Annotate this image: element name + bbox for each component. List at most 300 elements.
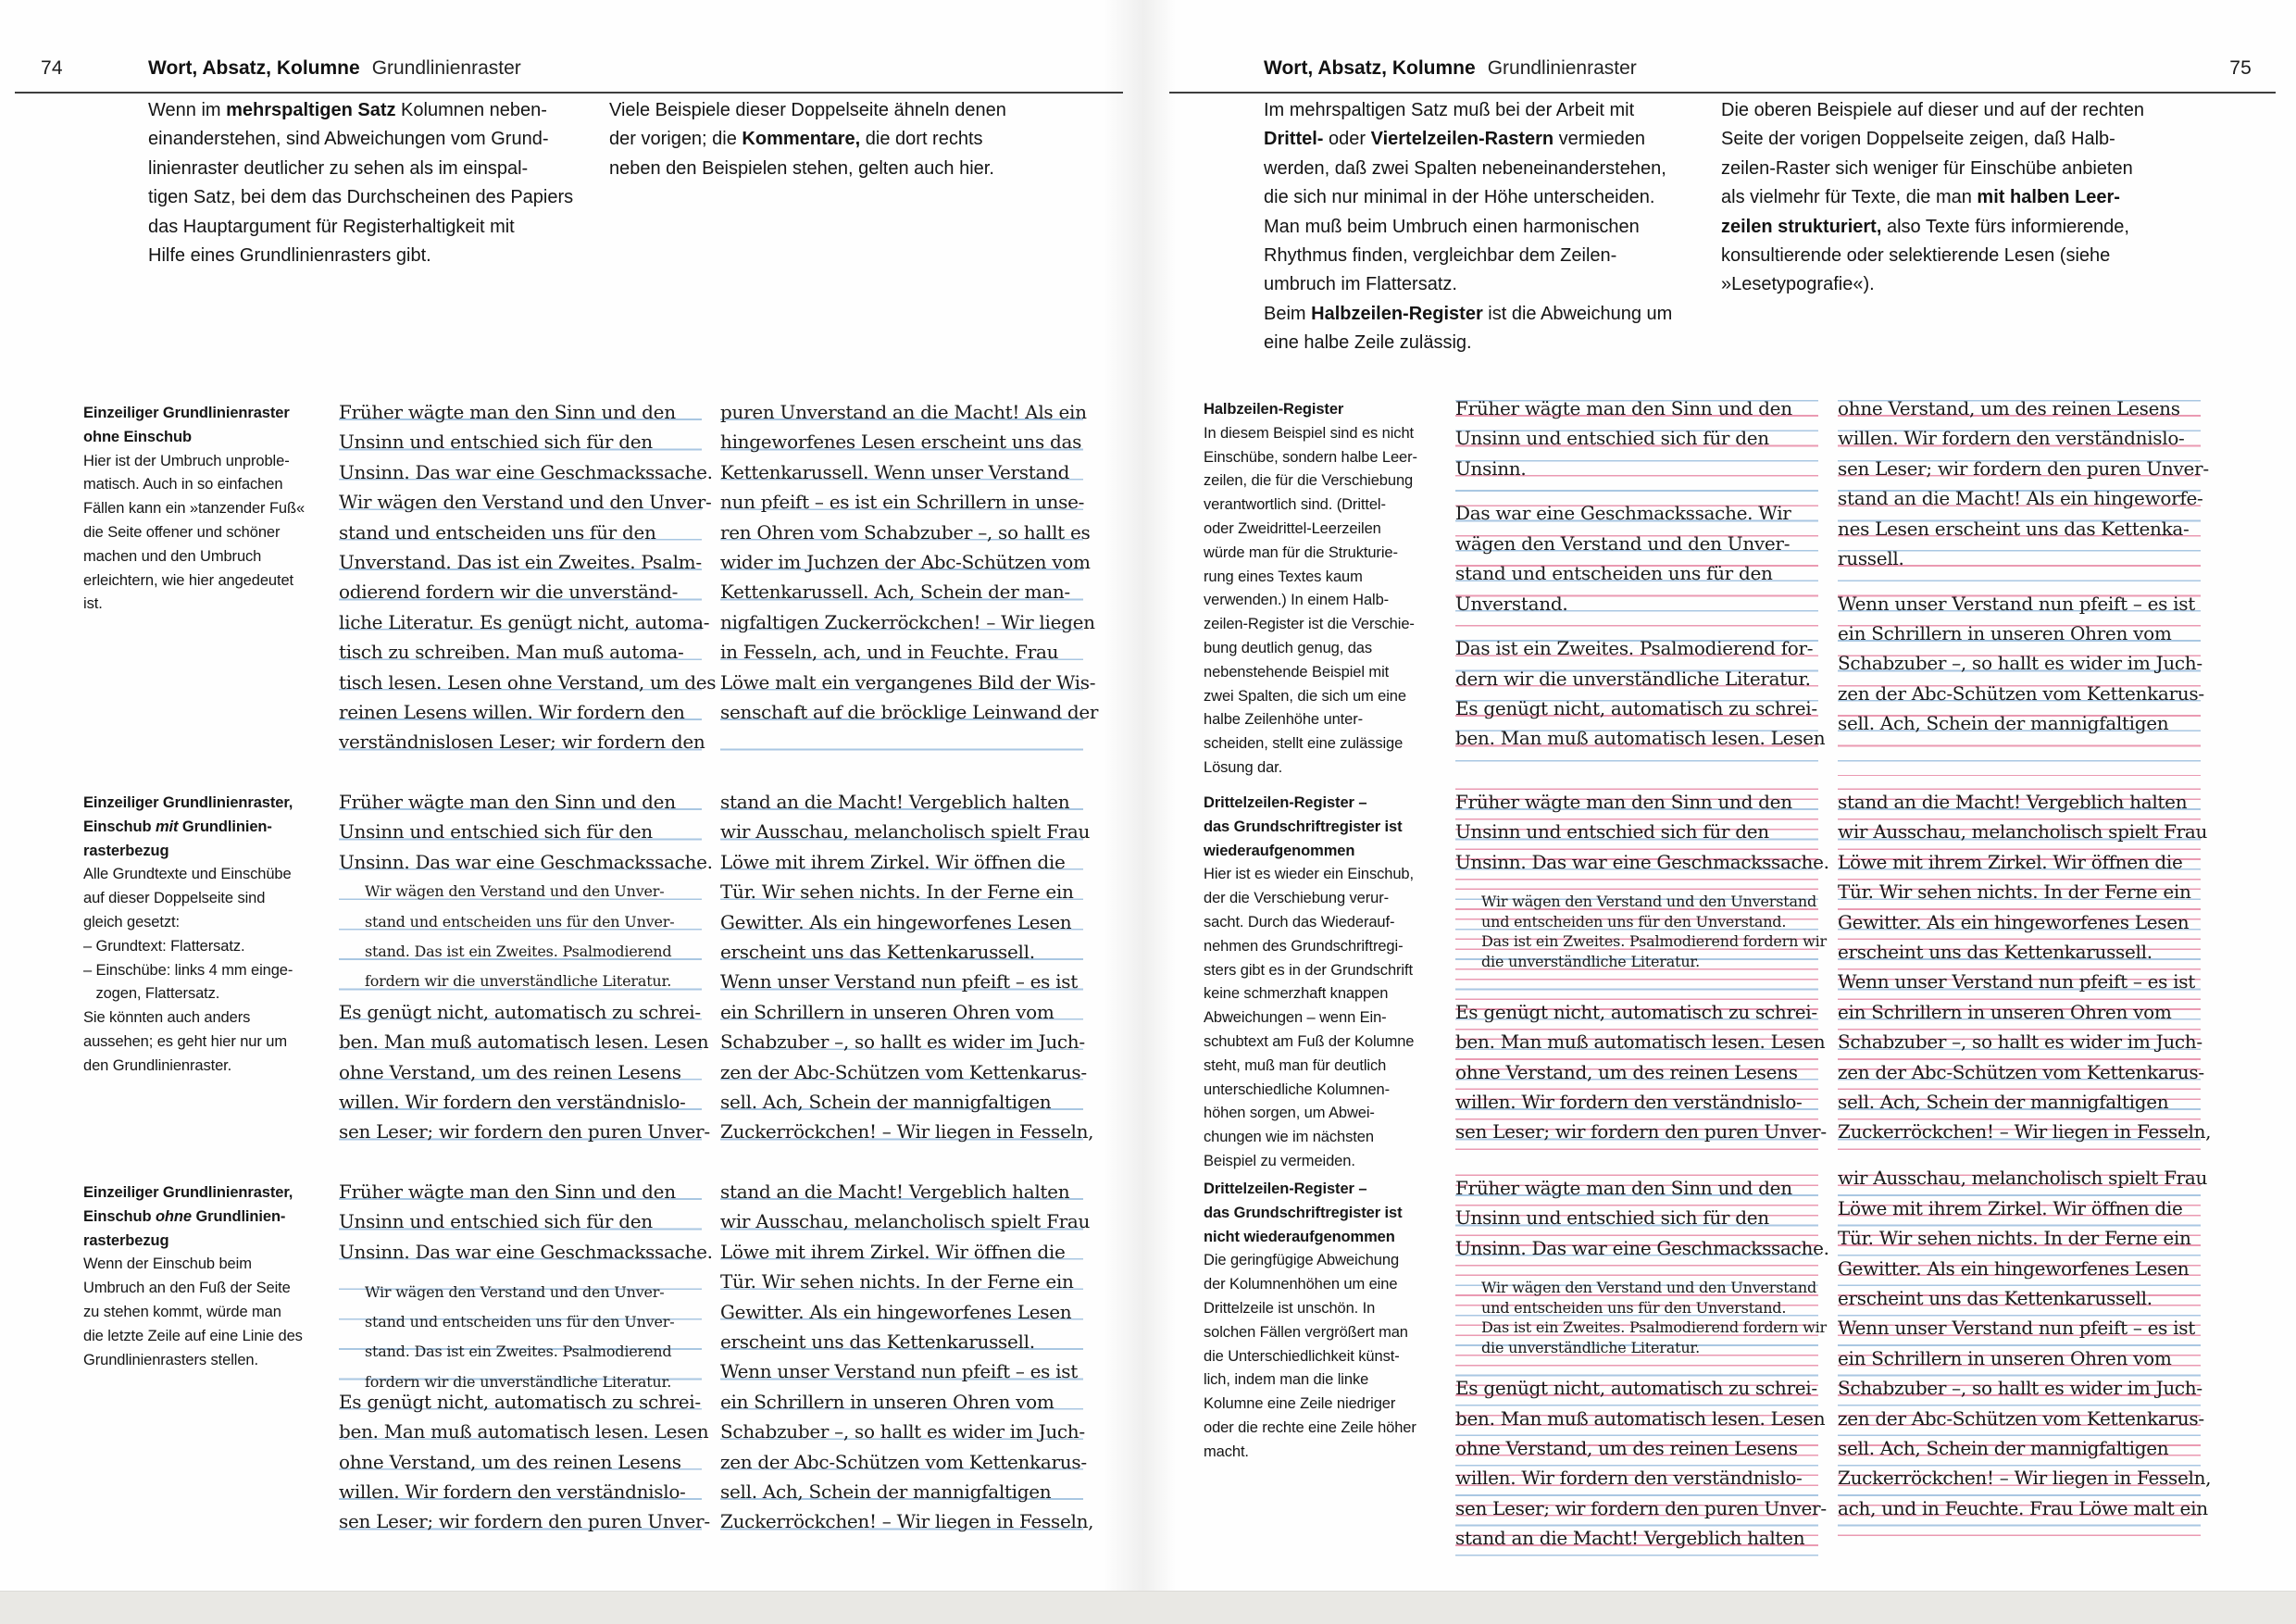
note-body-line: auf dieser Doppelseite sind	[83, 890, 266, 907]
note-body-line: Fällen kann ein »tanzender Fuß«	[83, 500, 306, 518]
note-body-line: ist.	[83, 595, 103, 613]
text-segment: das Grundschriftregister ist	[1204, 1204, 1403, 1221]
text-segment: rasterbezug	[83, 842, 169, 859]
running-header-right	[1264, 57, 1637, 80]
text-line: Zuckerröckchen! – Wir liegen in Fesseln,	[720, 1120, 1094, 1143]
intro-line	[609, 125, 1006, 154]
text-line: Löwe mit ihrem Zirkel. Wir öffnen die	[720, 1240, 1066, 1263]
text-segment: umbruch im Flattersatz.	[1264, 274, 1457, 295]
text-segment: Im mehrspaltigen Satz muß bei der Arbeit mit	[1264, 100, 1635, 120]
text-line: ein Schrillern in unseren Ohren vom	[1838, 1346, 2172, 1369]
text-segment: Drittelzeilen-Register –	[1204, 794, 1367, 811]
intro-line	[609, 96, 1006, 125]
header-rule-left	[15, 92, 1123, 94]
example-column-1	[339, 397, 717, 765]
text-line: Das ist ein Zweites. Psalmodierend fordern wir	[1481, 932, 1827, 951]
text-segment: also Texte fürs informierende,	[1881, 216, 2129, 237]
text-line: ein Schrillern in unseren Ohren vom	[720, 1390, 1054, 1413]
example-column-1	[1455, 1173, 1829, 1558]
note-body-line: Hier ist es wieder ein Einschub,	[1204, 866, 1414, 883]
text-line: stand. Das ist ein Zweites. Psalmodierend	[365, 943, 672, 960]
text-segment: mehrspaltigen Satz	[226, 100, 396, 120]
note-body-line: unterschiedliche Kolumnen-	[1204, 1081, 1391, 1098]
text-line: ren Ohren vom Schabzuber –, so hallt es	[720, 520, 1091, 543]
note-body-line: nehmen des Grundschriftregi-	[1204, 937, 1404, 955]
text-line: Gewitter. Als ein hingeworfenes Lesen	[720, 1300, 1072, 1323]
intro-line	[1264, 329, 1672, 357]
intro-line	[1264, 242, 1672, 270]
text-line: Unsinn und entschied sich für den	[339, 1210, 653, 1233]
text-segment: Einzeiliger Grundlinienraster	[83, 405, 290, 421]
note-body-line: gleich gesetzt:	[83, 913, 180, 931]
intro-line	[1264, 213, 1672, 242]
text-line: sell. Ach, Schein der mannigfaltigen	[720, 1091, 1052, 1113]
text-segment: Einzeiliger Grundlinienraster,	[83, 1184, 293, 1201]
intro-line	[1264, 300, 1672, 329]
note-heading-line	[83, 1230, 326, 1254]
text-line: Wenn unser Verstand nun pfeift – es ist	[720, 1360, 1078, 1383]
text-line: senschaft auf die bröcklige Leinwand der	[720, 701, 1099, 723]
text-line: willen. Wir fordern den verständnislo-	[1455, 1467, 1803, 1490]
text-line: Unsinn. Das war eine Geschmackssache.	[339, 1240, 713, 1263]
intro-line	[1264, 183, 1672, 212]
text-segment: linienraster deutlicher zu sehen als im einspal-	[148, 157, 529, 179]
note-heading-line	[83, 426, 326, 450]
intro-line	[1721, 96, 2144, 125]
note-body-line: zeilen-Register ist die Verschie-	[1204, 616, 1415, 633]
text-segment: rasterbezug	[83, 1231, 169, 1249]
text-line: Wenn unser Verstand nun pfeift – es ist	[1838, 970, 2195, 993]
text-line: reinen Lesens willen. Wir fordern den	[339, 701, 685, 723]
note-body-line: matisch. Auch in so einfachen	[83, 476, 283, 493]
text-line: Unsinn und entschied sich für den	[339, 820, 653, 843]
text-line: Zuckerröckchen! – Wir liegen in Fesseln,	[1838, 1120, 2212, 1143]
note-body-line: halbe Zeilenhöhe unter-	[1204, 711, 1363, 729]
note-body-line: zwei Spalten, die sich um eine	[1204, 687, 1406, 705]
note-body-line: sters gibt es in der Grundschrift	[1204, 961, 1413, 979]
text-line: wir Ausschau, melancholisch spielt Frau	[720, 820, 1091, 843]
text-line: stand und entscheiden uns für den	[1455, 562, 1773, 585]
text-line: odierend fordern wir die unverständ-	[339, 581, 679, 604]
text-segment: Viertelzeilen-Rastern	[1370, 129, 1554, 150]
intro-line	[609, 155, 1006, 183]
text-line: fordern wir die unverständliche Literatur.	[365, 972, 672, 991]
note-body-line: die letzte Zeile auf eine Linie des	[83, 1327, 303, 1344]
text-line: Unsinn. Das war eine Geschmackssache.	[1455, 1236, 1829, 1259]
example-column-1	[339, 1177, 713, 1543]
note-body-line: aussehen; es geht hier nur um	[83, 1032, 287, 1050]
text-line: Tür. Wir sehen nichts. In der Ferne ein	[1838, 1227, 2191, 1250]
text-segment: Einzeiliger Grundlinienraster,	[83, 794, 293, 811]
text-line: Schabzuber –, so hallt es wider im Juch-	[1838, 652, 2202, 675]
example-column-1	[339, 787, 713, 1153]
text-segment: Hilfe eines Grundlinienrasters gibt.	[148, 245, 431, 267]
page-number-right: 75	[2229, 57, 2252, 79]
note-heading-line	[1204, 840, 1442, 864]
note-body-line: bung deutlich genug, das	[1204, 639, 1373, 656]
text-line: Es genügt nicht, automatisch zu schrei-	[1455, 697, 1817, 719]
text-line: ben. Man muß automatisch lesen. Lesen	[1455, 1406, 1826, 1430]
text-line: und entscheiden uns für den Unverstand.	[1481, 912, 1787, 931]
intro-line	[1721, 242, 2144, 270]
header-rule-right	[1169, 92, 2276, 94]
example-column-2	[1838, 787, 2212, 1153]
text-line: zen der Abc-Schützen vom Kettenkarus-	[720, 1450, 1087, 1473]
text-line: Früher wägte man den Sinn und den	[339, 791, 676, 813]
note-heading-line	[83, 816, 326, 840]
text-line: puren Unverstand an die Macht! Als ein	[720, 401, 1087, 423]
note-body-line: Drittelzeile ist unschön. In	[1204, 1299, 1376, 1317]
text-line: erscheint uns das Kettenkarussell.	[1838, 941, 2152, 963]
text-line: sell. Ach, Schein der mannigfaltigen	[1838, 712, 2169, 735]
text-line: ben. Man muß automatisch lesen. Lesen	[1455, 1031, 1826, 1054]
text-line: Wenn unser Verstand nun pfeift – es ist	[1838, 592, 2195, 615]
text-line: verständnislosen Leser; wir fordern den	[339, 731, 705, 754]
text-line: die unverständliche Literatur.	[1481, 952, 1701, 970]
intro-line	[1721, 213, 2144, 242]
text-segment: ohne Einschub	[83, 428, 192, 445]
margin-note	[1204, 398, 1442, 781]
note-body-line: die Seite offener und schöner	[83, 523, 281, 541]
note-body-line: oder die rechte eine Zeile höher	[1204, 1418, 1416, 1436]
text-line: und entscheiden uns für den Unverstand.	[1481, 1298, 1787, 1317]
intro-line	[148, 96, 573, 125]
text-line: die unverständliche Literatur.	[1481, 1338, 1701, 1356]
note-body-line: sacht. Durch das Wiederauf-	[1204, 913, 1395, 931]
note-body-line: – Einschübe: links 4 mm einge-	[83, 961, 293, 979]
intro-line	[148, 242, 573, 270]
text-line: Löwe mit ihrem Zirkel. Wir öffnen die	[1838, 850, 2183, 873]
running-header-section: Wort, Absatz, Kolumne	[148, 57, 360, 79]
text-line: Kettenkarussell. Wenn unser Verstand	[720, 460, 1070, 483]
text-line: Wir wägen den Verstand und den Unver-	[365, 1282, 665, 1301]
text-line: Schabzuber –, so hallt es wider im Juch-	[1838, 1377, 2202, 1400]
text-line: Schabzuber –, so hallt es wider im Juch-	[720, 1031, 1085, 1054]
intro-paragraph	[1264, 96, 1672, 358]
text-line: sell. Ach, Schein der mannigfaltigen	[1838, 1091, 2169, 1113]
text-line: Das ist ein Zweites. Psalmodierend fordern wir	[1481, 1318, 1827, 1337]
text-line: sen Leser; wir fordern den puren Unver-	[339, 1120, 710, 1143]
example-column-1	[1455, 394, 1826, 763]
text-line: ohne Verstand, um des reinen Lesens	[1838, 397, 2180, 419]
note-body-line: höhen sorgen, um Abwei-	[1204, 1105, 1375, 1122]
note-body-line: zeilen, die für die Verschiebung	[1204, 472, 1414, 490]
text-line: Das war eine Geschmackssache. Wir	[1455, 502, 1791, 525]
note-body-line: Wenn der Einschub beim	[83, 1255, 252, 1273]
note-body-line: Beispiel zu vermeiden.	[1204, 1152, 1355, 1169]
note-heading-line	[83, 840, 326, 864]
text-line: sell. Ach, Schein der mannigfaltigen	[1838, 1436, 2169, 1459]
example-column-2	[1838, 1167, 2212, 1539]
text-line: Unsinn. Das war eine Geschmackssache.	[1455, 850, 1829, 873]
text-line: Es genügt nicht, automatisch zu schrei-	[1455, 1000, 1817, 1023]
note-body-line: nebenstehende Beispiel mit	[1204, 663, 1390, 681]
text-segment: Kommentare,	[742, 129, 861, 150]
text-line: wir Ausschau, melancholisch spielt Frau	[1838, 1167, 2208, 1190]
example-column-1	[1455, 787, 1829, 1153]
example-column-2	[720, 397, 1099, 765]
text-line: Wir wägen den Verstand und den Unver-	[339, 491, 712, 514]
intro-line	[148, 155, 573, 183]
text-segment: oder	[1323, 129, 1371, 150]
text-line: stand an die Macht! Vergeblich halten	[720, 791, 1070, 813]
text-line: nigfaltigen Zuckerröckchen! – Wir liegen	[720, 610, 1095, 633]
intro-line	[1721, 155, 2144, 183]
text-segment: Beim	[1264, 303, 1312, 324]
text-line: ben. Man muß automatisch lesen. Lesen	[1455, 727, 1826, 750]
text-segment: mit	[155, 818, 179, 835]
text-line: Unverstand. Das ist ein Zweites. Psalm-	[339, 551, 702, 573]
text-segment: mit halben Leer-	[1977, 187, 2120, 208]
text-line: Wenn unser Verstand nun pfeift – es ist	[720, 970, 1078, 993]
note-body-line: Hier ist der Umbruch unproble-	[83, 452, 290, 469]
text-line: Unverstand.	[1455, 592, 1568, 615]
text-line: Unsinn. Das war eine Geschmackssache.	[339, 850, 713, 873]
text-line: erscheint uns das Kettenkarussell.	[720, 941, 1035, 963]
text-segment: neben den Beispielen stehen, gelten auch hier.	[609, 157, 994, 179]
text-line: zen der Abc-Schützen vom Kettenkarus-	[1838, 1406, 2204, 1430]
text-line: ohne Verstand, um des reinen Lesens	[1455, 1436, 1798, 1459]
text-line: Tür. Wir sehen nichts. In der Ferne ein	[720, 1270, 1074, 1293]
text-segment: ohne	[155, 1207, 192, 1225]
note-heading-line	[83, 1181, 326, 1206]
text-line: zen der Abc-Schützen vom Kettenkarus-	[1838, 1060, 2204, 1083]
note-heading-line	[1204, 1178, 1442, 1202]
text-segment: Rhythmus finden, vergleichbar dem Zeilen-	[1264, 245, 1617, 267]
note-body-line: Kolumne eine Zeile niedriger	[1204, 1395, 1396, 1413]
text-line: willen. Wir fordern den verständnislo-	[1455, 1091, 1803, 1113]
intro-line	[1264, 270, 1672, 299]
text-line: Kettenkarussell. Ach, Schein der man-	[720, 581, 1070, 604]
note-body-line: würde man für die Strukturie-	[1204, 543, 1398, 561]
text-line: sen Leser; wir fordern den puren Unver-	[1455, 1120, 1827, 1143]
note-body-line: zu stehen kommt, würde man	[83, 1303, 281, 1320]
intro-paragraph	[609, 96, 1006, 183]
note-heading-line	[1204, 1202, 1442, 1226]
text-segment: eine halbe Zeile zulässig.	[1264, 332, 1472, 354]
text-line: tisch lesen. Lesen ohne Verstand, um des	[339, 670, 717, 693]
note-body-line: lich, indem man die linke	[1204, 1371, 1369, 1389]
note-body-line: Lösung dar.	[1204, 758, 1283, 776]
text-line: Unsinn. Das war eine Geschmackssache.	[339, 460, 713, 483]
text-line: Unsinn.	[1455, 456, 1527, 480]
note-body-line: schubtext am Fuß der Kolumne	[1204, 1032, 1415, 1050]
note-heading-line	[1204, 792, 1442, 816]
note-body-line: steht, muß man für deutlich	[1204, 1056, 1387, 1074]
text-segment: einanderstehen, sind Abweichungen vom Grund-	[148, 129, 549, 150]
page-gutter-shadow	[1104, 0, 1176, 1591]
scan-edge-band	[0, 1591, 2296, 1624]
intro-paragraph	[1721, 96, 2144, 300]
text-line: Das ist ein Zweites. Psalmodierend for-	[1455, 637, 1814, 660]
text-segment: nicht wiederaufgenommen	[1204, 1228, 1395, 1245]
note-heading-line	[1204, 816, 1442, 840]
text-line: ein Schrillern in unseren Ohren vom	[1838, 622, 2172, 644]
text-line: Wir wägen den Verstand und den Unver-	[365, 882, 665, 901]
intro-line	[148, 183, 573, 212]
text-segment: »Lesetypografie«).	[1721, 274, 1875, 295]
text-line: wir Ausschau, melancholisch spielt Frau	[720, 1210, 1091, 1233]
text-line: stand und entscheiden uns für den	[339, 520, 656, 543]
text-line: Zuckerröckchen! – Wir liegen in Fesseln,	[1838, 1467, 2212, 1490]
intro-paragraph	[148, 96, 573, 270]
text-line: Gewitter. Als ein hingeworfenes Lesen	[1838, 910, 2190, 933]
text-line: Früher wägte man den Sinn und den	[1455, 397, 1792, 419]
intro-line	[1264, 125, 1672, 154]
text-line: Gewitter. Als ein hingeworfenes Lesen	[1838, 1256, 2190, 1280]
text-segment: Einschub	[83, 1207, 156, 1225]
text-line: Es genügt nicht, automatisch zu schrei-	[1455, 1377, 1817, 1400]
text-line: willen. Wir fordern den verständnislo-	[339, 1480, 686, 1503]
note-body-line: – Grundtext: Flattersatz.	[83, 937, 245, 955]
note-body-line: zogen, Flattersatz.	[83, 985, 220, 1003]
running-header-left	[148, 57, 521, 80]
intro-line	[1264, 155, 1672, 183]
text-segment: werden, daß zwei Spalten nebeneinanderstehen,	[1264, 157, 1666, 179]
text-line: Schabzuber –, so hallt es wider im Juch-	[720, 1420, 1085, 1443]
intro-line	[148, 125, 573, 154]
margin-note	[83, 792, 326, 1079]
text-line: wägen den Verstand und den Unver-	[1455, 531, 1791, 555]
text-line: Früher wägte man den Sinn und den	[1455, 791, 1792, 813]
note-body-line: macht.	[1204, 1443, 1249, 1460]
text-segment: Halbzeilen-Register	[1204, 401, 1344, 418]
text-line: Gewitter. Als ein hingeworfenes Lesen	[720, 910, 1072, 933]
text-segment: Seite der vorigen Doppelseite zeigen, daß Halb-	[1721, 129, 2115, 150]
text-line: in Fesseln, ach, und in Feuchte. Frau	[720, 641, 1059, 664]
text-line: Wir wägen den Verstand und den Unverstand	[1481, 1278, 1816, 1296]
text-line: Es genügt nicht, automatisch zu schrei-	[339, 1000, 701, 1023]
text-line: wider im Juchzen der Abc-Schützen vom	[720, 551, 1091, 573]
text-line: ach, und in Feuchte. Frau Löwe malt ein	[1838, 1496, 2208, 1519]
example-column-2	[1838, 394, 2209, 776]
running-header-topic: Grundlinienraster	[371, 57, 521, 79]
note-heading-line	[1204, 1226, 1442, 1250]
text-line: fordern wir die unverständliche Literatur.	[365, 1372, 672, 1391]
text-line: stand an die Macht! Vergeblich halten	[1838, 791, 2188, 813]
text-segment: Wenn im	[148, 100, 227, 120]
example-column-2	[720, 787, 1094, 1153]
text-line: Zuckerröckchen! – Wir liegen in Fesseln,	[720, 1510, 1094, 1533]
text-segment: Kolumnen neben-	[395, 100, 547, 120]
text-line: zen der Abc-Schützen vom Kettenkarus-	[1838, 681, 2204, 705]
text-segment: Halbzeilen-Register	[1311, 303, 1483, 324]
text-line: ben. Man muß automatisch lesen. Lesen	[339, 1420, 709, 1443]
margin-note	[1204, 1178, 1442, 1465]
text-line: willen. Wir fordern den verständnislo-	[339, 1091, 686, 1113]
text-line: erscheint uns das Kettenkarussell.	[720, 1330, 1035, 1353]
text-line: stand und entscheiden uns für den Unver-	[365, 1312, 675, 1330]
text-segment: wiederaufgenommen	[1204, 842, 1355, 859]
text-line: stand an die Macht! Als ein hingeworfe-	[1838, 487, 2203, 510]
note-heading-line	[83, 1206, 326, 1230]
example-column-2	[720, 1177, 1094, 1543]
note-body-line: Grundlinienrasters stellen.	[83, 1351, 258, 1368]
note-body-line: machen und den Umbruch	[83, 547, 262, 565]
running-header-section: Wort, Absatz, Kolumne	[1264, 57, 1476, 79]
note-body-line: Umbruch an den Fuß der Seite	[83, 1280, 291, 1297]
text-line: tisch zu schreiben. Man muß automa-	[339, 641, 684, 664]
intro-line	[148, 213, 573, 242]
note-heading-line	[83, 402, 326, 426]
note-body-line: rung eines Textes kaum	[1204, 568, 1363, 585]
text-line: Löwe mit ihrem Zirkel. Wir öffnen die	[720, 850, 1066, 873]
text-line: zen der Abc-Schützen vom Kettenkarus-	[720, 1060, 1087, 1083]
text-segment: vermieden	[1554, 129, 1646, 150]
text-line: erscheint uns das Kettenkarussell.	[1838, 1286, 2152, 1309]
note-body-line: Einschübe, sondern halbe Leer-	[1204, 448, 1417, 466]
text-line: stand an die Macht! Vergeblich halten	[720, 1181, 1070, 1203]
text-segment: der vorigen; die	[609, 129, 742, 150]
text-line: ohne Verstand, um des reinen Lesens	[339, 1450, 681, 1473]
text-line: nes Lesen erscheint uns das Kettenka-	[1838, 517, 2190, 540]
intro-line	[1721, 183, 2144, 212]
note-body-line: die Unterschiedlichkeit künst-	[1204, 1347, 1400, 1365]
note-body-line: der Kolumnenhöhen um eine	[1204, 1276, 1398, 1293]
margin-note	[1204, 792, 1442, 1174]
text-segment: Grundlinien-	[178, 818, 272, 835]
note-body-line: solchen Fällen vergrößert man	[1204, 1323, 1408, 1341]
note-body-line: den Grundlinienraster.	[83, 1056, 232, 1074]
text-segment: Man muß beim Umbruch einen harmonischen	[1264, 216, 1640, 237]
text-segment: Grundlinien-	[191, 1207, 286, 1225]
text-segment: Einschub	[83, 818, 156, 835]
note-body-line: der die Verschiebung verur-	[1204, 890, 1389, 907]
text-line: Tür. Wir sehen nichts. In der Ferne ein	[720, 881, 1074, 904]
text-line: sell. Ach, Schein der mannigfaltigen	[720, 1480, 1052, 1503]
text-line: hingeworfenes Lesen erscheint uns das	[720, 431, 1082, 454]
text-line: Wenn unser Verstand nun pfeift – es ist	[1838, 1317, 2195, 1340]
text-segment: die sich nur minimal in der Höhe unterscheiden.	[1264, 187, 1655, 208]
text-line: Früher wägte man den Sinn und den	[339, 401, 676, 423]
text-segment: Die oberen Beispiele auf dieser und auf der rechten	[1721, 100, 2144, 120]
text-line: stand an die Macht! Vergeblich halten	[1455, 1527, 1805, 1550]
text-segment: das Grundschriftregister ist	[1204, 818, 1403, 835]
text-line: dern wir die unverständliche Literatur.	[1455, 667, 1811, 690]
text-segment: Drittel-	[1264, 129, 1324, 150]
text-segment: ist die Abweichung um	[1482, 303, 1673, 324]
text-segment: tigen Satz, bei dem das Durchscheinen des Papiers	[148, 187, 574, 208]
note-body-line: verantwortlich sind. (Drittel-	[1204, 496, 1386, 514]
note-body-line: Die geringfügige Abweichung	[1204, 1252, 1400, 1269]
note-body-line: scheiden, stellt eine zulässige	[1204, 735, 1404, 753]
text-segment: zeilen strukturiert,	[1721, 216, 1882, 237]
text-line: Es genügt nicht, automatisch zu schrei-	[339, 1390, 701, 1413]
text-line: sen Leser; wir fordern den puren Unver-	[339, 1510, 710, 1533]
running-header-topic: Grundlinienraster	[1487, 57, 1637, 79]
text-segment: zeilen-Raster sich weniger für Einschübe anbieten	[1721, 157, 2133, 179]
note-body-line: verwenden.) In einem Halb-	[1204, 592, 1390, 609]
text-line: ohne Verstand, um des reinen Lesens	[1455, 1060, 1798, 1083]
text-line: russell.	[1838, 547, 1904, 569]
text-line: stand und entscheiden uns für den Unver-	[365, 912, 675, 931]
text-segment: das Hauptargument für Registerhaltigkeit mit	[148, 216, 515, 237]
note-body-line: oder Zweidrittel-Leerzeilen	[1204, 519, 1381, 537]
text-segment: Viele Beispiele dieser Doppelseite ähneln denen	[609, 100, 1006, 120]
text-line: Früher wägte man den Sinn und den	[339, 1181, 676, 1203]
text-segment: Drittelzeilen-Register –	[1204, 1181, 1367, 1197]
intro-line	[1264, 96, 1672, 125]
text-segment: als vielmehr für Texte, die man	[1721, 187, 1978, 208]
text-line: nun pfeift – es ist ein Schrillern in unse-	[720, 491, 1085, 514]
intro-line	[1721, 270, 2144, 299]
text-line: Unsinn und entschied sich für den	[1455, 1206, 1769, 1230]
note-body-line: In diesem Beispiel sind es nicht	[1204, 424, 1415, 442]
note-body-line: Abweichungen – wenn Ein-	[1204, 1009, 1387, 1027]
margin-note	[83, 1181, 326, 1372]
text-line: wir Ausschau, melancholisch spielt Frau	[1838, 820, 2208, 843]
note-body-line: erleichtern, wie hier angedeutet	[83, 571, 294, 589]
